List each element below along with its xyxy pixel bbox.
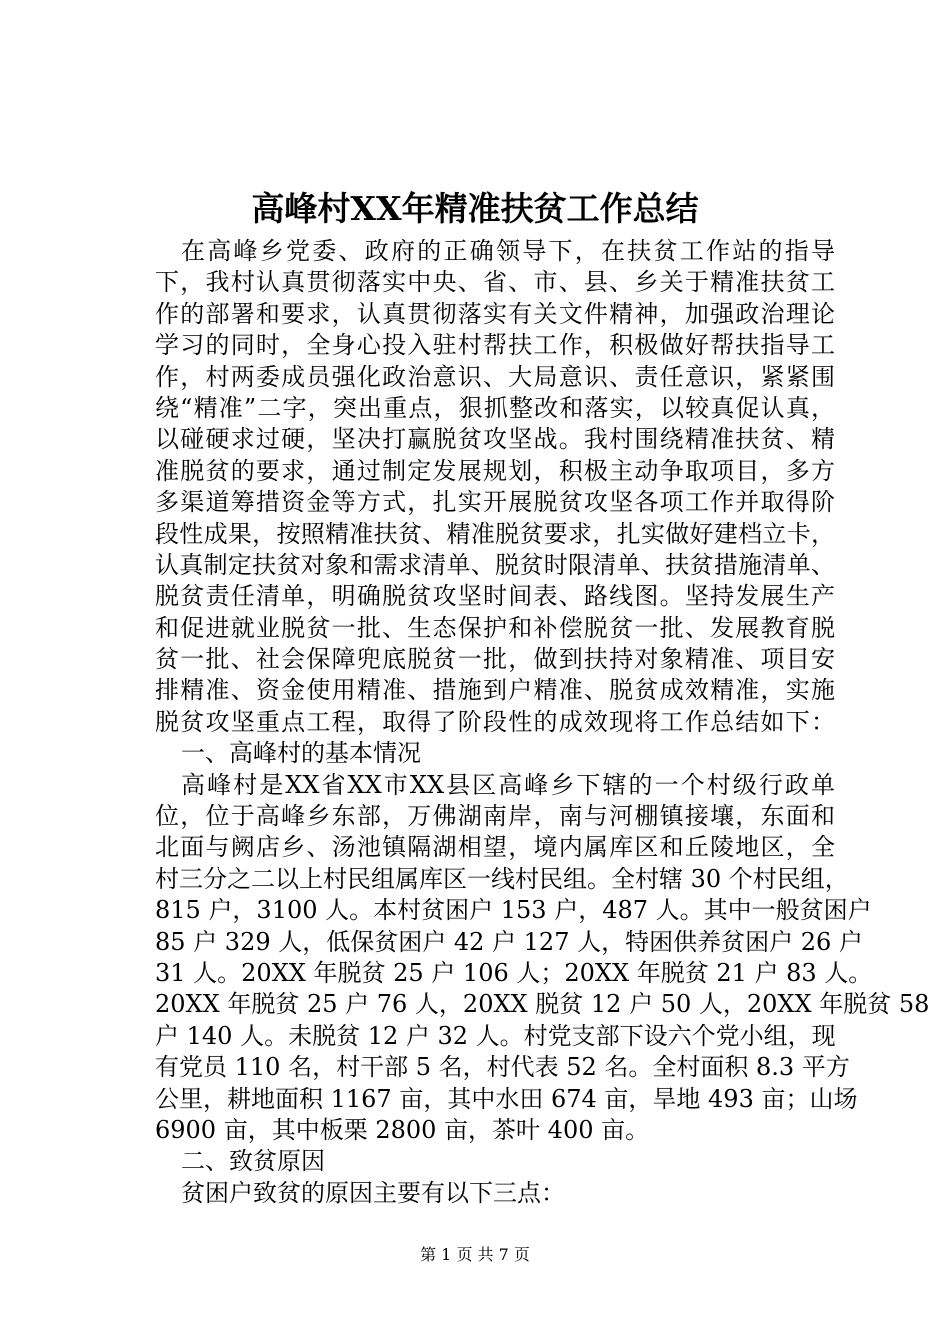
paragraph-2-line: 村三分之二以上村民组属库区一线村民组。全村辖 30 个村民组， (155, 864, 849, 893)
paragraph-1-line: 在高峰乡党委、政府的正确领导下，在扶贫工作站的指导 (181, 237, 835, 265)
paragraph-3-line: 贫困户致贫的原因主要有以下三点： (181, 1178, 565, 1207)
paragraph-1-line: 绕“精准”二字，突出重点，狠抓整改和落实，以较真促认真， (155, 393, 835, 422)
page-number-footer: 第 1 页 共 7 页 (420, 1245, 530, 1264)
paragraph-2-line: 北面与阙店乡、汤池镇隔湖相望，境内属库区和丘陵地区，全 (155, 833, 835, 862)
paragraph-2-line: 位，位于高峰乡东部，万佛湖南岸，南与河棚镇接壤，东面和 (155, 802, 835, 831)
document-title: 高峰村XX年精准扶贫工作总结 (251, 189, 699, 228)
section-heading-basic-info: 一、高峰村的基本情况 (181, 739, 421, 768)
paragraph-2-line: 6900 亩，其中板栗 2800 亩，茶叶 400 亩。 (155, 1115, 650, 1144)
paragraph-1-line: 排精准、资金使用精准、措施到户精准、脱贫成效精准，实施 (155, 676, 835, 705)
paragraph-2-line: 85 户 329 人，低保贫困户 42 户 127 人，特困供养贫困户 26 户 (155, 927, 863, 956)
paragraph-1-line: 脱贫攻坚重点工程，取得了阶段性的成效现将工作总结如下： (155, 707, 835, 736)
paragraph-1-line: 学习的同时，全身心投入驻村帮扶工作，积极做好帮扶指导工 (155, 331, 835, 360)
paragraph-2-line: 31 人。20XX 年脱贫 25 户 106 人；20XX 年脱贫 21 户 83 人。 (155, 958, 873, 987)
paragraph-1-line: 以碰硬求过硬，坚决打赢脱贫攻坚战。我村围绕精准扶贫、精 (155, 425, 835, 454)
paragraph-2-line: 高峰村是XX省XX市XX县区高峰乡下辖的一个村级行政单 (181, 770, 835, 799)
paragraph-1-line: 和促进就业脱贫一批、生态保护和补偿脱贫一批、发展教育脱 (155, 613, 835, 642)
paragraph-2-line: 815 户，3100 人。本村贫困户 153 户，487 人。其中一般贫困户 (155, 896, 872, 925)
paragraph-2-line: 户 140 人。未脱贫 12 户 32 人。村党支部下设六个党小组，现 (155, 1021, 836, 1050)
paragraph-1-line: 段性成果，按照精准扶贫、精准脱贫要求，扎实做好建档立卡， (155, 519, 835, 548)
section-heading-poverty-causes: 二、致贫原因 (181, 1147, 325, 1176)
paragraph-1-line: 下，我村认真贯彻落实中央、省、市、县、乡关于精准扶贫工 (155, 268, 835, 297)
paragraph-2-line: 20XX 年脱贫 25 户 76 人，20XX 脱贫 12 户 50 人，20XX 年脱贫 58 (155, 990, 930, 1019)
document-body (155, 236, 930, 1209)
paragraph-1-line: 多渠道筹措资金等方式，扎实开展脱贫攻坚各项工作并取得阶 (155, 488, 835, 517)
paragraph-2-line: 公里，耕地面积 1167 亩，其中水田 674 亩，旱地 493 亩；山场 (155, 1084, 858, 1113)
paragraph-1-line: 认真制定扶贫对象和需求清单、脱贫时限清单、扶贫措施清单、 (155, 550, 835, 579)
paragraph-1-line: 作，村两委成员强化政治意识、大局意识、责任意识，紧紧围 (155, 362, 835, 391)
paragraph-1-line: 作的部署和要求，认真贯彻落实有关文件精神，加强政治理论 (155, 299, 835, 328)
paragraph-2-line: 有党员 110 名，村干部 5 名，村代表 52 名。全村面积 8.3 平方 (155, 1053, 850, 1082)
paragraph-1-line: 准脱贫的要求，通过制定发展规划，积极主动争取项目，多方 (155, 456, 835, 485)
paragraph-1-line: 贫一批、社会保障兜底脱贫一批，做到扶持对象精准、项目安 (155, 645, 835, 674)
paragraph-1-line: 脱贫责任清单，明确脱贫攻坚时间表、路线图。坚持发展生产 (155, 582, 835, 611)
